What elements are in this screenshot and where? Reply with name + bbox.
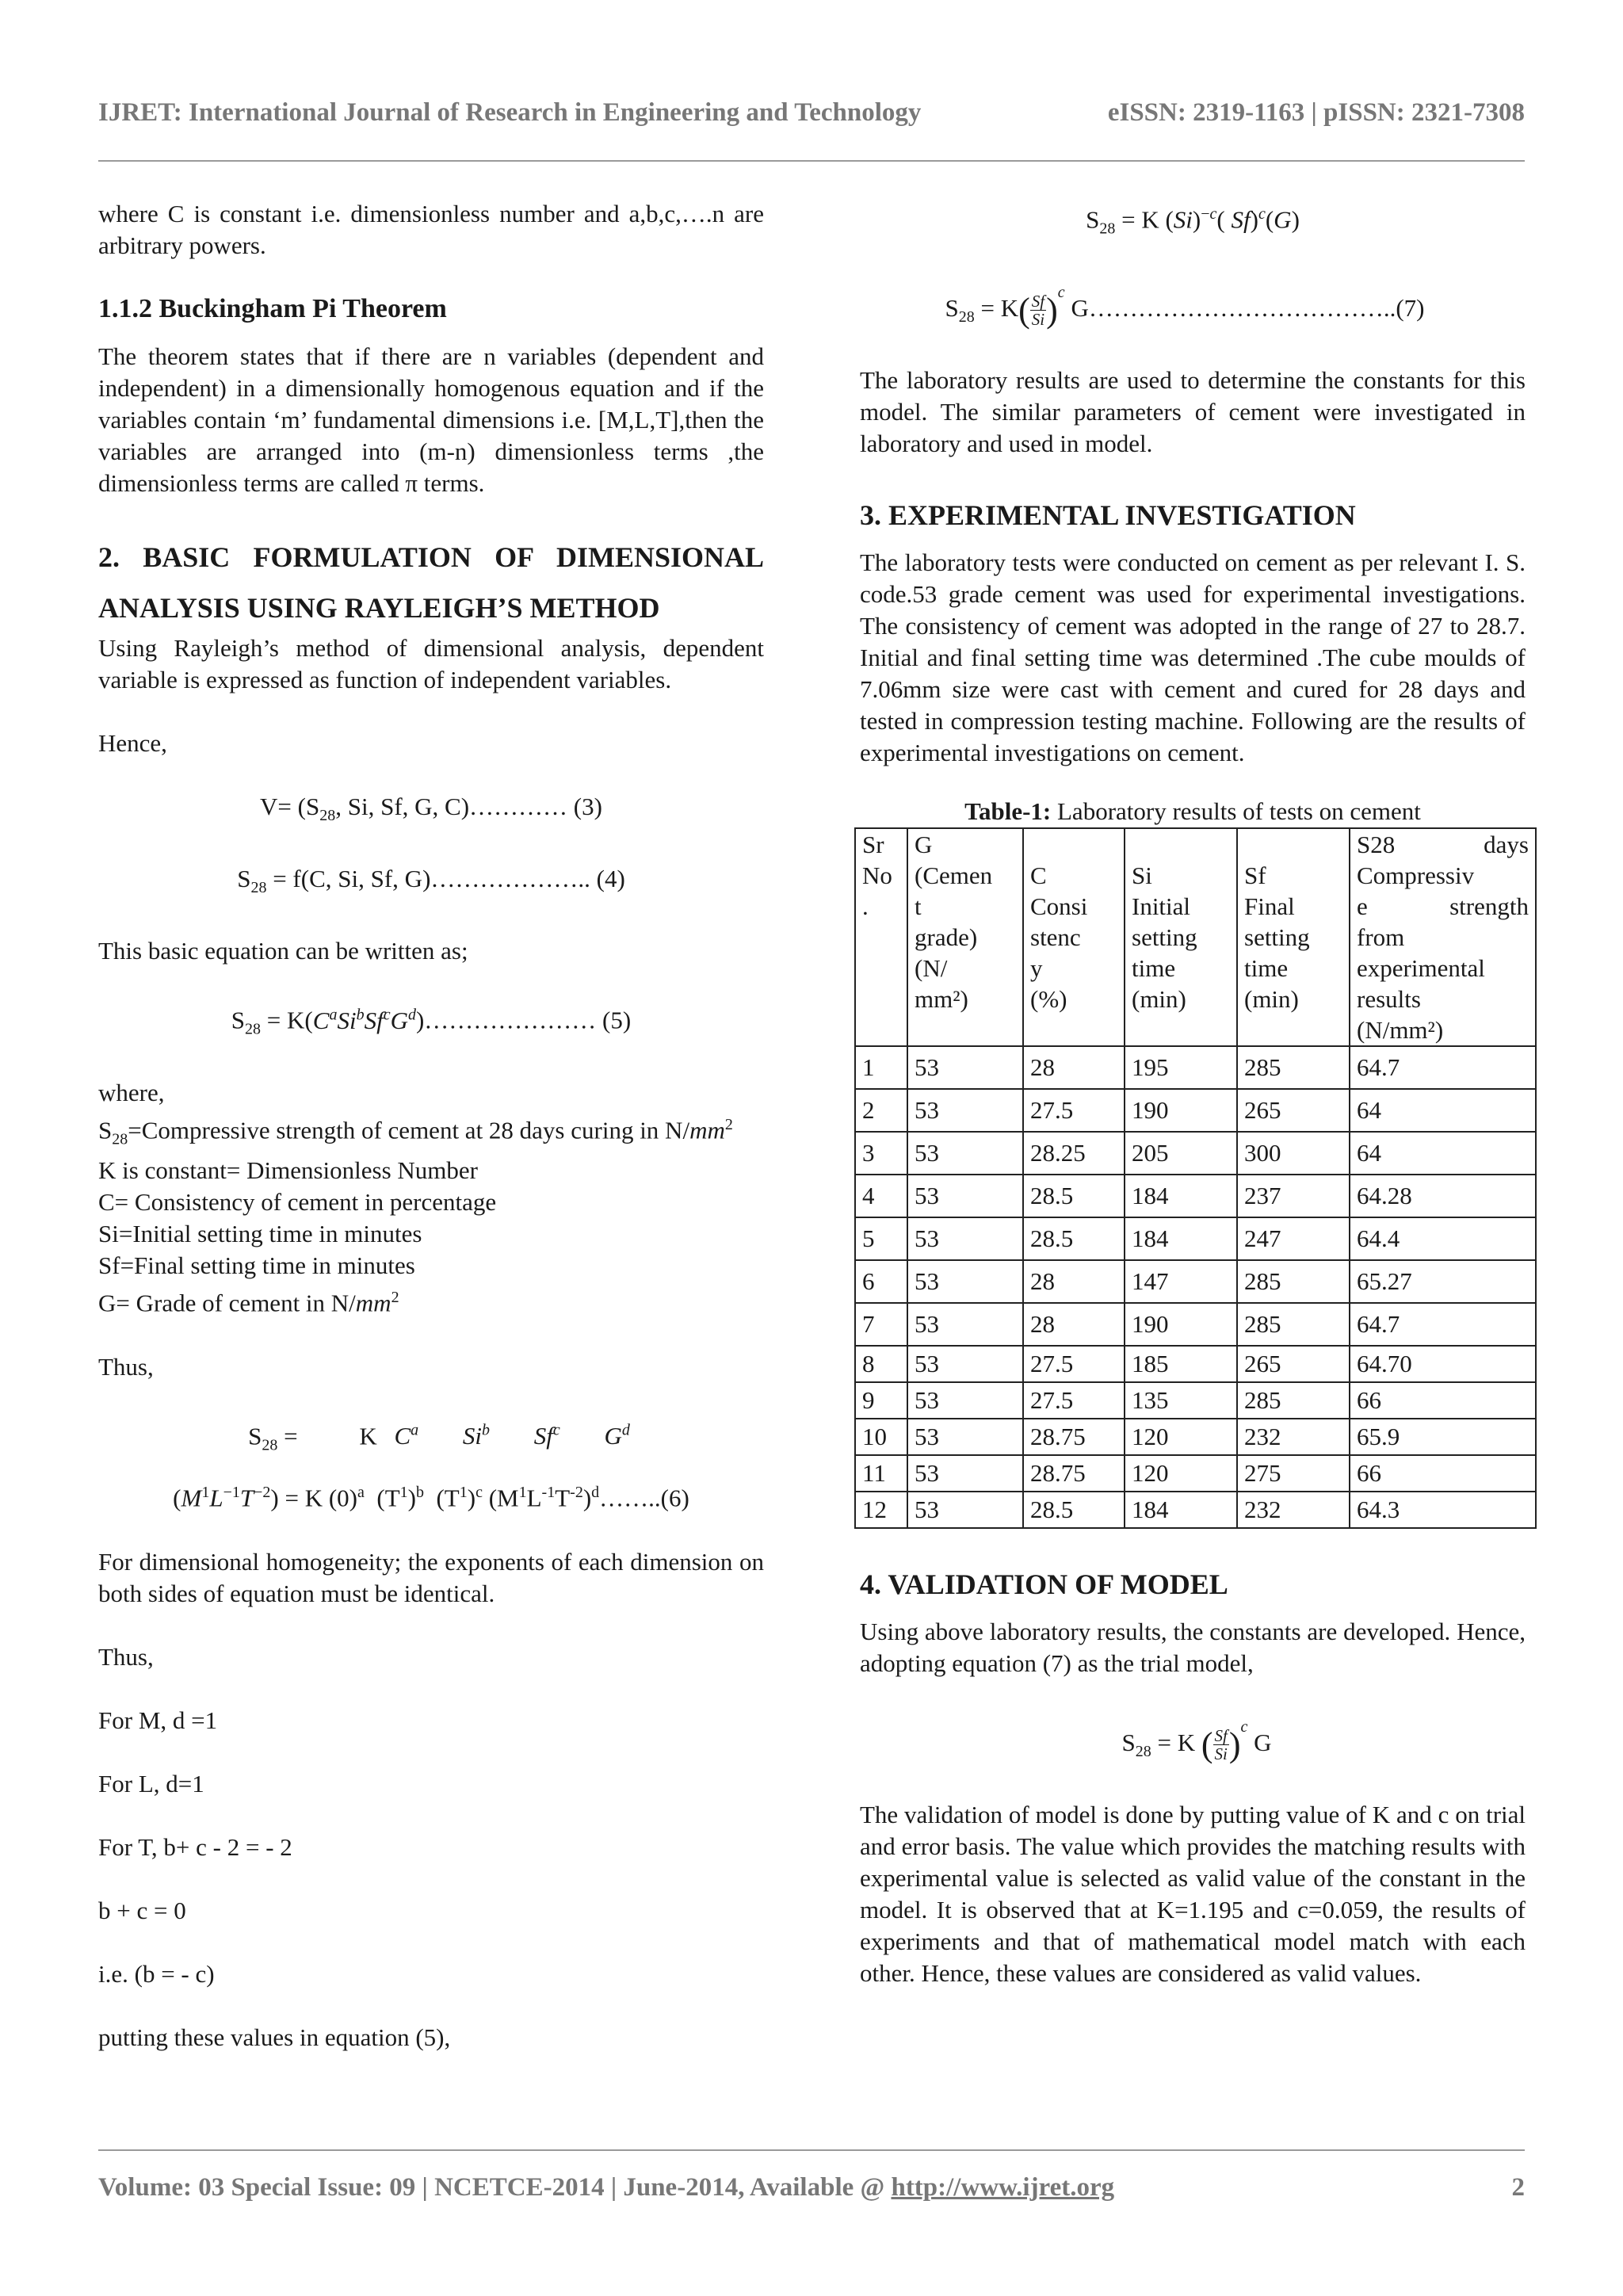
table-cell: 53 [907,1346,1023,1382]
table-cell: 11 [855,1455,907,1492]
buckingham-paragraph: The theorem states that if there are n variables (dependent and independent) in a dimensionally homogenous equation and if the variables contain ‘m’ fundamental dimensions i.e. [M,L,T],then the variables are arranged into (m-n) dimensionless terms ,the dimensionless terms are called π terms. [98,342,764,497]
table-cell: 205 [1125,1132,1237,1175]
table-cell: 6 [855,1260,907,1303]
journal-title: IJRET: International Journal of Research in Engineering and Technology [98,98,922,127]
footer-rule [98,2149,1525,2151]
table-cell: 247 [1237,1217,1350,1260]
hence-text: Hence, [98,729,167,757]
definition-k: K is constant= Dimensionless Number [98,1156,478,1185]
table-cell: 53 [907,1492,1023,1528]
table-cell: 64.28 [1350,1175,1536,1217]
basic-equation-text: This basic equation can be written as; [98,937,468,965]
table-cell: 185 [1125,1346,1237,1382]
table-cell: 53 [907,1303,1023,1346]
table-cell: 147 [1125,1260,1237,1303]
thus-label-2: Thus, [98,1642,154,1671]
table-cell: 28.75 [1023,1455,1125,1492]
table-cell: 120 [1125,1455,1237,1492]
table-cell: 9 [855,1382,907,1419]
table-cell: 135 [1125,1382,1237,1419]
table-cell: 28.25 [1023,1132,1125,1175]
intro-paragraph: where C is constant i.e. dimensionless number and a,b,c,….n are arbitrary powers. [98,200,764,259]
table-cell: 232 [1237,1419,1350,1455]
laboratory-results-table [854,827,1537,1529]
table-cell: 265 [1237,1089,1350,1132]
table-cell: 27.5 [1023,1089,1125,1132]
putting-values-text: putting these values in equation (5), [98,2023,451,2051]
table-cell: 265 [1237,1346,1350,1382]
table-cell: 28.75 [1023,1419,1125,1455]
table-cell: 64 [1350,1132,1536,1175]
table-row [855,1046,1536,1089]
header-consistency: C Consi stenc y (%) [1023,828,1125,1046]
table-cell: 300 [1237,1132,1350,1175]
equation-3: $V= (S_{28}$, Si, Sf, G, C)………… (3) [260,793,602,825]
b-equals-minus-c: i.e. (b = - c) [98,1959,215,1988]
homogeneity-paragraph: For dimensional homogeneity; the exponents of each dimension on both sides of equation must be identical. [98,1547,764,1607]
table-header-row [855,828,1536,1046]
table-cell: 64 [1350,1089,1536,1132]
table-cell: 285 [1237,1260,1350,1303]
equation-6: $(M^1L^{-1}T^{-2}) = K$ $(0)^a$ $(T^1)^b$ $(T^1)^c$ $(M^1L^{-1}T^{-2})^d\dots\dots..(6)$ [173,1484,689,1512]
table-row [855,1455,1536,1492]
table-cell: 53 [907,1455,1023,1492]
equation-6-top: $S_{28} = K$ $C^a$ Si$^b$ Sf$^c$ $G^d$ [248,1421,630,1454]
table-cell: 53 [907,1089,1023,1132]
table-cell: 28 [1023,1046,1125,1089]
table-row [855,1132,1536,1175]
header-sr-no: Sr No . [855,828,907,1046]
journal-link[interactable]: http://www.ijret.org [891,2173,1115,2202]
table-row [855,1089,1536,1132]
running-footer [98,2173,1525,2210]
for-m-equation: For M, d =1 [98,1706,218,1734]
table-row [855,1382,1536,1419]
header-grade: G (Cemen t grade) (N/ mm²) [907,828,1023,1046]
table-cell: 53 [907,1260,1023,1303]
table-cell: 27.5 [1023,1382,1125,1419]
table-cell: 53 [907,1419,1023,1455]
table-cell: 12 [855,1492,907,1528]
table-cell: 64.7 [1350,1046,1536,1089]
table-cell: 285 [1237,1046,1350,1089]
table-body [855,1046,1536,1528]
table-cell: 4 [855,1175,907,1217]
definition-si: Si=Initial setting time in minutes [98,1220,422,1248]
running-header [98,98,1525,135]
section-3-paragraph: The laboratory tests were conducted on cement as per relevant I. S. code.53 grade cement was used for experimental investigations. The consistency of cement was adopted in the range of 27 to 28.7. Initial and final setting time was determined .The cube moulds of 7.06mm size were cast with cement and cured for 28 days and tested in compression testing machine. Following are the results of experimental investigations on cement. [860,548,1526,766]
section-2-paragraph: Using Rayleigh’s method of dimensional analysis, dependent variable is expressed as function of independent variables. [98,634,764,693]
volume-info: Volume: 03 Special Issue: 09 | NCETCE-2014 | June-2014, Available @ http://www.ijret.org [98,2173,1115,2202]
issn-info: eISSN: 2319-1163 | pISSN: 2321-7308 [1107,98,1525,127]
table-caption: Table-1: Laboratory results of tests on cement [964,797,1421,825]
definition-sf: Sf=Final setting time in minutes [98,1251,415,1280]
thus-label-1: Thus, [98,1352,154,1381]
buckingham-heading: 1.1.2 Buckingham Pi Theorem [98,294,447,323]
table-cell: 64.7 [1350,1303,1536,1346]
table-cell: 285 [1237,1303,1350,1346]
equation-4: $S_{28} = f(C$, Si, Sf, G)……………….. (4) [237,865,625,897]
table-cell: 53 [907,1046,1023,1089]
table-cell: 53 [907,1382,1023,1419]
table-cell: 120 [1125,1419,1237,1455]
table-cell: 28.5 [1023,1217,1125,1260]
section-4-heading: 4. VALIDATION OF MODEL [860,1568,1228,1600]
section-3-heading: 3. EXPERIMENTAL INVESTIGATION [860,499,1356,531]
header-final-setting: Sf Final setting time (min) [1237,828,1350,1046]
table-cell: 28.5 [1023,1175,1125,1217]
table-cell: 28 [1023,1303,1125,1346]
definitions-list [98,1077,764,1320]
where-label: where, [98,1078,165,1106]
table-cell: 65.27 [1350,1260,1536,1303]
table-cell: 28.5 [1023,1492,1125,1528]
table-cell: 184 [1125,1217,1237,1260]
table-cell: 5 [855,1217,907,1260]
definition-s28: $S_{28}=Compressive$ strength of cement at 28 days curing in $N/mm^2$ [98,1115,733,1148]
table-cell: 285 [1237,1382,1350,1419]
left-column [98,198,764,2078]
table-cell: 3 [855,1132,907,1175]
table-row [855,1303,1536,1346]
table-cell: 53 [907,1217,1023,1260]
for-l-equation: For L, d=1 [98,1769,204,1797]
table-cell: 2 [855,1089,907,1132]
equation-5: $S_{28}$ = $K(C^aSi^bSf^cG^d)\dots\dots\dots\dots\dots\dots\dots$ (5) [231,1006,632,1038]
section-2-heading-line1: 2. BASIC FORMULATION OF DIMENSIONAL [98,541,764,573]
definition-g: G= Grade of cement in $N/mm^2$ [98,1289,399,1317]
b-plus-c-equation: b + c = 0 [98,1896,186,1924]
equation-7: $S_{28} = K$( $\frac{Sf}{Si}$ )$^c$ G………………………………..(7) [945,283,1425,330]
definition-c: C= Consistency of cement in percentage [98,1188,497,1217]
table-cell: 53 [907,1175,1023,1217]
table-row [855,1175,1536,1217]
table-cell: 28 [1023,1260,1125,1303]
table-cell: 64.70 [1350,1346,1536,1382]
table-cell: 64.4 [1350,1217,1536,1260]
table-row [855,1217,1536,1260]
table-cell: 53 [907,1132,1023,1175]
table-row [855,1346,1536,1382]
table-cell: 190 [1125,1303,1237,1346]
table-cell: 64.3 [1350,1492,1536,1528]
table-cell: 275 [1237,1455,1350,1492]
table-cell: 27.5 [1023,1346,1125,1382]
table-row [855,1492,1536,1528]
table-row [855,1260,1536,1303]
table-cell: 184 [1125,1175,1237,1217]
table-row [855,1419,1536,1455]
header-initial-setting: Si Initial setting time (min) [1125,828,1237,1046]
validation-paragraph: The validation of model is done by putting value of K and c on trial and error basis. The value which provides the matching results with experimental value is selected as valid value of the constant in the model. It is observed that at K=1.195 and c=0.059, the results of experiments and that of mathematical model match with each other. Hence, these values are considered as valid values. [860,1800,1526,1987]
table-cell: 66 [1350,1455,1536,1492]
page-number: 2 [1511,2173,1525,2202]
section-4-paragraph: Using above laboratory results, the constants are developed. Hence, adopting equation (7) as the trial model, [860,1617,1526,1677]
for-t-equation: For T, b+ c - 2 = - 2 [98,1832,292,1861]
trial-model-equation: $S_{28} = K$ ( $\frac{Sf}{Si}$ )$^c$ G [1121,1717,1272,1764]
section-2-heading-line2: ANALYSIS USING RAYLEIGH’S METHOD [98,592,660,624]
table-cell: 195 [1125,1046,1237,1089]
table-cell: 7 [855,1303,907,1346]
equation-s28-general: $S_{28} = K$ $(Si)^{-c}$( Sf)$^c$(G) [1086,205,1300,238]
table-cell: 66 [1350,1382,1536,1419]
table-cell: 190 [1125,1089,1237,1132]
table-cell: 237 [1237,1175,1350,1217]
table-cell: 65.9 [1350,1419,1536,1455]
table-cell: 10 [855,1419,907,1455]
right-column [860,198,1529,1989]
table-cell: 8 [855,1346,907,1382]
table-cell: 1 [855,1046,907,1089]
header-compressive-strength: S28 days Compressiv e strength from experimental results (N/mm²) [1350,828,1536,1046]
header-rule [98,160,1525,162]
laboratory-paragraph: The laboratory results are used to determine the constants for this model. The similar parameters of cement were investigated in laboratory and used in model. [860,365,1526,457]
table-cell: 184 [1125,1492,1237,1528]
table-cell: 232 [1237,1492,1350,1528]
